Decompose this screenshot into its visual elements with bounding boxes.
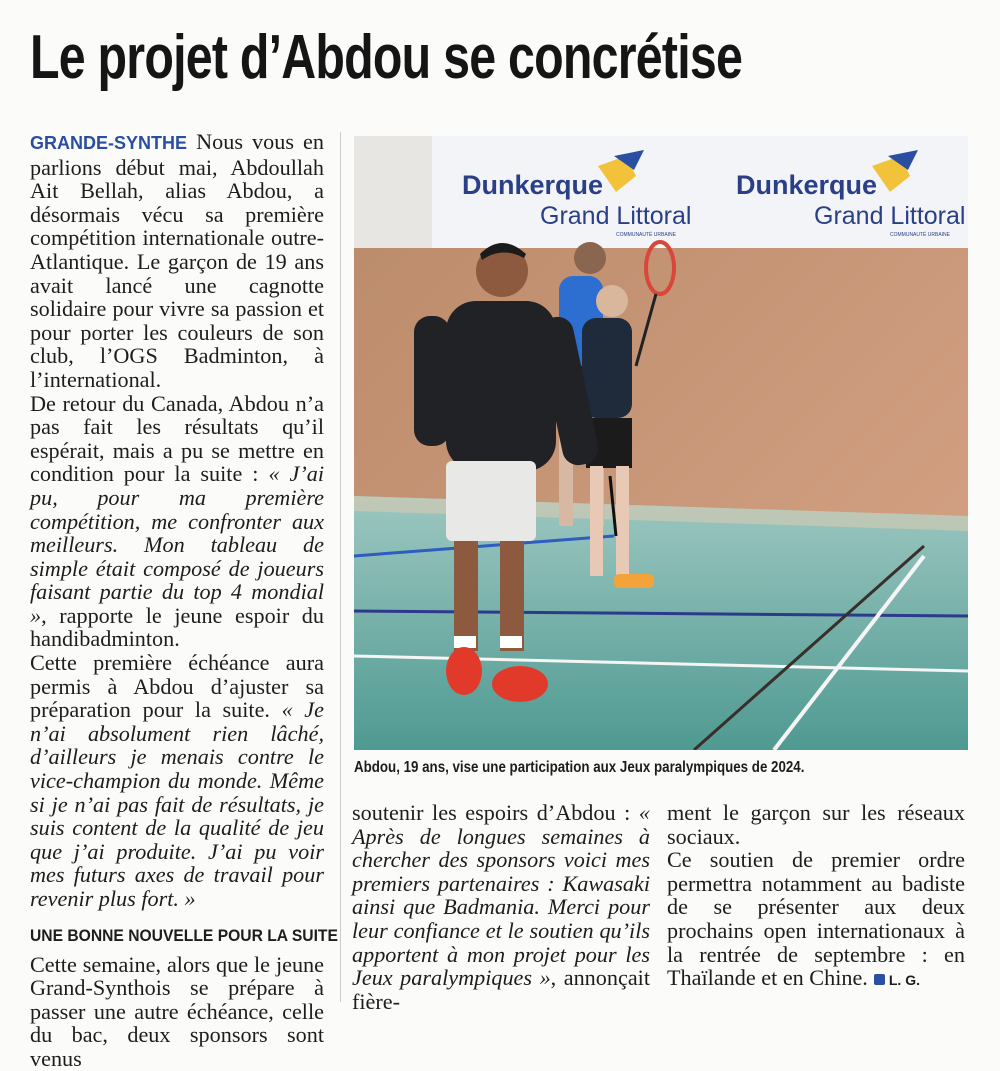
paragraph-3-intro: Cette première échéance aura permis à Abdou d’ajuster sa préparation pour la suite. [30,650,324,723]
column-2 [352,801,650,1013]
column-3 [667,801,965,993]
article-photo [354,136,968,750]
banner-text-2: Grand Littoral [540,202,692,230]
paragraph-4: Cette semaine, alors que le jeune Grand-Synthois se prépare à passer une autre échéance, celle du bac, deux sponsors sont venus [30,951,324,1071]
paragraph-1 [30,130,324,392]
banner-text-3: Dunkerque [736,170,878,200]
column-3-para-2-text: Ce soutien de premier ordre permettra notamment au badiste de se présenter aux deux prochains open internationaux à la rentrée de septembre : en Thaïlande et en Chine. [667,847,965,991]
paragraph-3-quote: « Je n’ai absolument rien lâché, d’ailleurs je menais contre le vice-champion du monde. Même si je n’ai pas fait de résultats, je suis content de la qualité de jeu que j’ai produite. J’ai pu voir mes futurs axes de travail pour revenir plus fort. » [30,697,324,911]
paragraph-2-end: , rapporte le jeune espoir du handibadminton. [30,602,324,652]
banner-text-4: Grand Littoral [814,202,966,230]
banner-text-1: Dunkerque [462,170,604,200]
paragraph-1-text: Nous vous en parlions début mai, Abdoullah Ait Bellah, alias Abdou, a désormais vécu sa première compétition internationale outre-Atlantique. Le garçon de 19 ans avait lancé une cagnotte solidaire pour vivre sa passion et pour porter les couleurs de son club, l’OGS Badminton, à l’international. [30,129,324,392]
end-square-icon [874,974,885,985]
column-2-intro: soutenir les espoirs d’Abdou : [352,800,639,825]
column-2-text [352,801,650,1013]
column-3-para-2 [667,848,965,993]
kicker: GRANDE-SYNTHE [30,133,188,153]
paragraph-2-quote: « J’ai pu, pour ma première compétition, me confronter aux meilleurs. Mon tableau de simple était composé de joueurs faisant partie du top 4 mondial » [30,461,324,628]
badminton-photo [354,136,968,750]
headline: Le projet d’Abdou se concrétise [30,23,743,92]
subheading: UNE BONNE NOUVELLE POUR LA SUITE [30,925,338,945]
column-divider [340,132,341,1002]
column-3-para-1: ment le garçon sur les réseaux sociaux. [667,800,965,849]
author-signature: L. G. [888,972,920,989]
column-2-end: , annonçait fière- [352,965,650,1014]
banner-small-text-1: COMMUNAUTÉ URBAINE [616,232,677,238]
column-2-quote: « Après de longues semaines à chercher des sponsors voici mes premiers partenaires : Kawasaki ainsi que Badmania. Merci pour leur confiance et le soutien qu’ils apportent à mon projet pour les Jeux paralympiques » [352,800,650,991]
banner-small-text-2: COMMUNAUTÉ URBAINE [890,232,951,238]
column-1 [30,129,338,1071]
paragraph-2-intro: De retour du Canada, Abdou n’a pas fait les résultats qu’il espérait, mais a pu se mettre en condition pour la suite : [30,390,324,487]
paragraph-2 [30,392,324,652]
photo-caption: Abdou, 19 ans, vise une participation aux Jeux paralympiques de 2024. [354,759,805,776]
paragraph-3 [30,651,324,911]
